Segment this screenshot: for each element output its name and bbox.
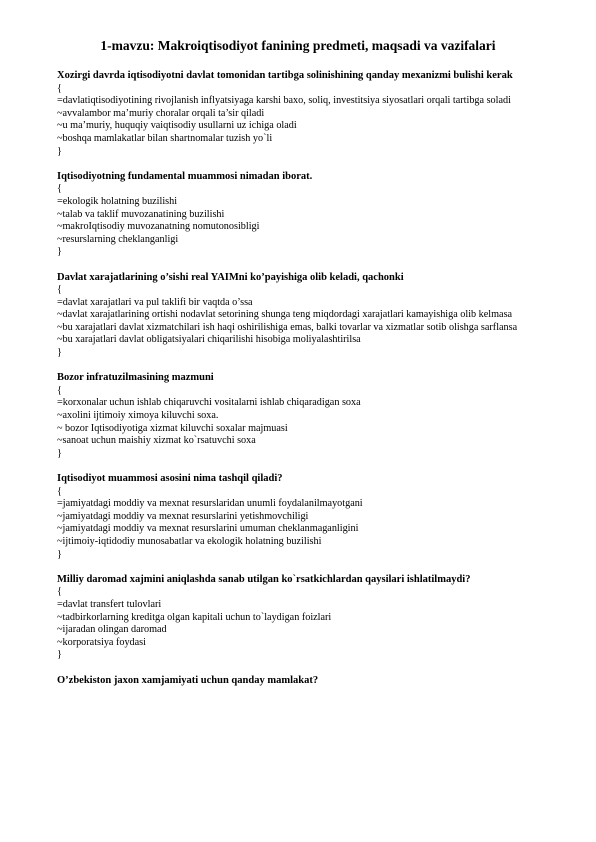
open-brace: { [57,82,62,94]
document-title: 1-mavzu: Makroiqtisodiyot fanining predmeti, maqsadi va vazifalari [100,38,496,53]
answer-option: ~resurslarning cheklanganligi [57,233,179,245]
question-text: Iqtisodiyotning fundamental muammosi nimadan iborat. [57,170,313,182]
question-block [57,70,557,158]
answer-option: ~u ma’muriy, huquqiy vaiqtisodiy usullarni uz ichiga oladi [57,120,297,132]
question-text: Xozirgi davrda iqtisodiyotni davlat tomonidan tartibga solinishining qanday mexanizmi bulishi kerak [57,70,513,81]
answer-option: ~axolini ijtimoiy ximoya kiluvchi soxa. [57,410,219,422]
answer-option: =davlat transfert tulovlari [57,598,162,610]
close-brace: } [57,649,62,661]
close-brace: } [57,246,62,258]
answer-option: ~avvalambor ma’muriy choralar orqali ta’sir qiladi [57,107,265,119]
question-block [57,473,557,561]
open-brace: { [57,586,62,598]
answer-option: =jamiyatdagi moddiy va mexnat resurslaridan unumli foydalanilmayotgani [57,498,363,510]
answer-option: ~korporatsiya foydasi [57,636,146,648]
answer-option: ~boshqa mamlakatlar bilan shartnomalar tuzish yo`li [57,132,273,144]
open-brace: { [57,183,62,195]
answer-option: ~bu xarajatlari davlat xizmatchilari ish haqi oshirilishiga emas, balki tovarlar va xizmatlar sotib olishga sarflansa [57,321,518,333]
question-block [57,272,557,360]
close-brace: } [57,347,62,359]
answer-option: =korxonalar uchun ishlab chiqaruvchi vositalarni ishlab chiqaradigan soxa [57,397,361,409]
close-brace: } [57,548,62,560]
open-brace: { [57,284,62,296]
answer-option: ~bu xarajatlari davlat obligatsiyalari chiqarilishi hisobiga moliyalashtirilsa [57,334,361,346]
question-text: Bozor infratuzilmasining mazmuni [57,372,214,384]
close-brace: } [57,447,62,459]
answer-option: ~sanoat uchun maishiy xizmat ko`rsatuvchi soxa [57,435,256,447]
close-brace: } [57,145,62,157]
answer-option: ~jamiyatdagi moddiy va mexnat resurslarini umuman cheklanmaganligini [57,523,359,535]
answer-option: ~ijaradan olingan daromad [57,624,167,636]
answer-option: =ekologik holatning buzilishi [57,195,178,207]
question-block [57,372,557,460]
answer-option: ~talab va taklif muvozanatining buzilishi [57,208,225,220]
answer-option: =davlat xarajatlari va pul taklifi bir vaqtda o’ssa [57,296,253,308]
question-block [57,574,557,662]
answer-option: ~ bozor Iqtisodiyotiga xizmat kiluvchi soxalar majmuasi [57,422,288,434]
question-text: Davlat xarajatlarining o’sishi real YAIMni ko’payishiga olib keladi, qachonki [57,271,404,283]
answer-option: ~ijtimoiy-iqtidodiy munosabatlar va ekologik holatning buzilishi [57,535,322,547]
answer-option: ~makroIqtisodiy muvozanatning nomutonosibligi [57,221,260,233]
question-block [57,171,557,259]
question-text: O’zbekiston jaxon xamjamiyati uchun qanday mamlakat? [57,674,319,686]
answer-option: ~jamiyatdagi moddiy va mexnat resurslarini yetishmovchiligi [57,510,309,522]
open-brace: { [57,384,62,396]
question-text: Iqtisodiyot muammosi asosini nima tashqil qiladi? [57,473,283,484]
open-brace: { [57,485,62,497]
answer-option: ~davlat xarajatlarining ortishi nodavlat setorining shunga teng miqdordagi xarajatlari kamayishiga olib kelmasa [57,309,513,321]
question-block [57,675,557,688]
answer-option: ~tadbirkorlarning kreditga olgan kapitali uchun to`laydigan foizlari [57,611,332,623]
question-list [57,70,557,700]
answer-option: =davlatiqtisodiyotining rivojlanish inflyatsiyaga karshi baxo, soliq, investitsiya siyosatlari orqali tartibga soladi [57,95,511,107]
question-text: Milliy daromad xajmini aniqlashda sanab utilgan ko`rsatkichlardan qaysilari ishlatilmaydi? [57,573,471,585]
